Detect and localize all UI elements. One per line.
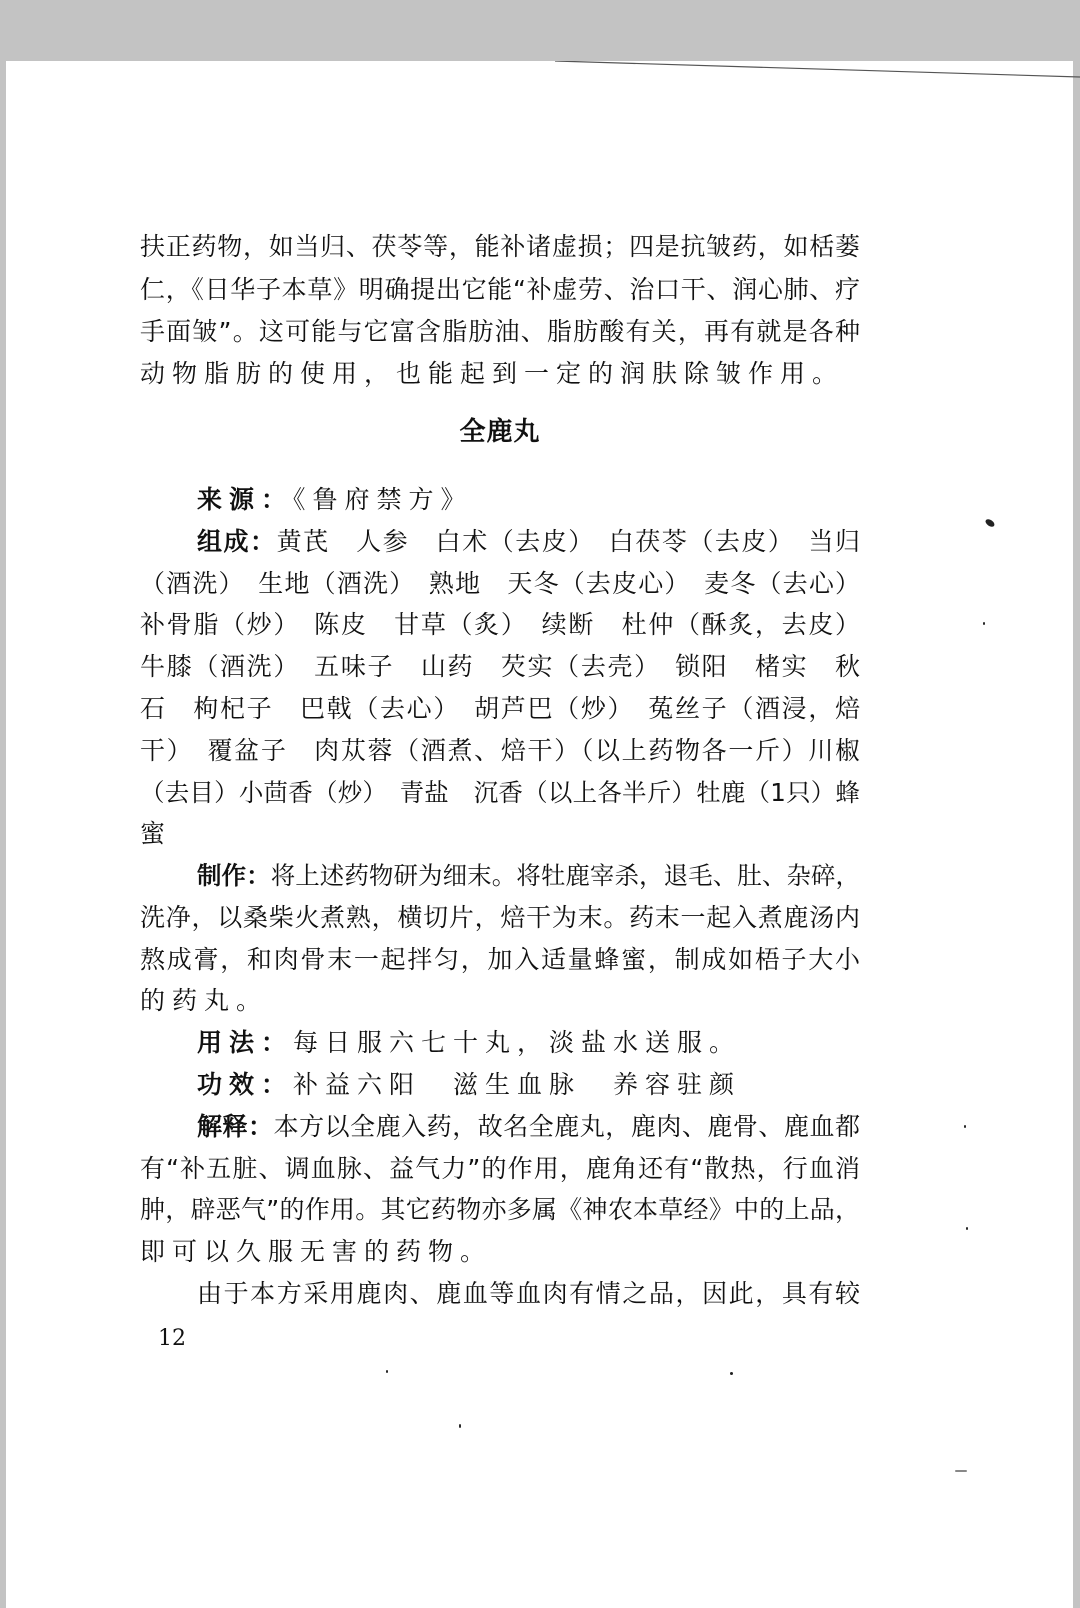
efficacy-line [197, 1068, 860, 1102]
paragraph-line: 仁，《日华子本草》明确提出它能“补虚劳、治口干、润心肺、疗 [140, 275, 860, 304]
scan-speck [386, 1370, 388, 1373]
explanation-line: 肿，辟恶气”的作用。其它药物亦多属《神农本草经》中的上品， [140, 1195, 860, 1224]
scan-speck [955, 1470, 967, 1472]
paragraph-line: 手面皱”。这可能与它富含脂肪油、脂肪酸有关，再有就是各种 [140, 317, 860, 346]
source-text: 《鲁府禁方》 [293, 485, 473, 514]
composition-line: 补骨脂（炒） 陈皮 甘草（炙） 续断 杜仲（酥炙，去皮） [140, 610, 860, 639]
paragraph-line: 动物脂肪的使用，也能起到一定的润肤除皱作用。 [140, 359, 845, 388]
preparation-line [197, 859, 860, 893]
scan-speck [983, 622, 985, 625]
preparation-line: 洗净，以桑柴火煮熟，横切片，焙干为末。药末一起入煮鹿汤内 [140, 903, 860, 932]
explanation-text: 本方以全鹿入药，故名全鹿丸，鹿肉、鹿骨、鹿血都 [273, 1112, 860, 1141]
scan-speck [966, 1227, 968, 1230]
preparation-text: 将上述药物研为细末。将牡鹿宰杀，退毛、肚、杂碎， [270, 861, 861, 890]
preparation-label: 制作： [197, 861, 271, 890]
composition-line: （酒洗） 生地（酒洗） 熟地 天冬（去皮心） 麦冬（去心） [140, 569, 860, 598]
composition-text: 黄芪 人参 白术（去皮） 白茯苓（去皮） 当归 [276, 527, 860, 556]
scan-speck [459, 1424, 461, 1428]
scan-speck [730, 1372, 733, 1375]
composition-line: 干） 覆盆子 肉苁蓉（酒煮、焙干）（以上药物各一斤）川椒 [140, 736, 860, 765]
usage-line [197, 1026, 860, 1060]
paragraph-line: 由于本方采用鹿肉、鹿血等血肉有情之品，因此，具有较 [197, 1279, 860, 1308]
section-title: 全鹿丸 [459, 417, 541, 447]
efficacy-label: 功效： [197, 1070, 294, 1099]
preparation-line: 熬成膏，和肉骨末一起拌匀，加入适量蜂蜜，制成如梧子大小 [140, 945, 860, 974]
explanation-line [197, 1110, 860, 1144]
usage-text: 每日服六七十丸，淡盐水送服。 [293, 1028, 742, 1057]
usage-label: 用法： [197, 1028, 294, 1057]
explanation-label: 解释： [197, 1112, 274, 1141]
paragraph-line: 扶正药物，如当归、茯苓等，能补诸虚损；四是抗皱药，如栝蒌 [140, 232, 860, 261]
composition-line: 石 枸杞子 巴戟（去心） 胡芦巴（炒） 菟丝子（酒浸，焙 [140, 694, 860, 723]
preparation-line: 的药丸。 [140, 986, 269, 1015]
source-line [197, 483, 860, 517]
composition-line: （去目）小茴香（炒） 青盐 沉香（以上各半斤）牡鹿（1只）蜂 [140, 778, 860, 807]
efficacy-text: 补益六阳 滋生血脉 养容驻颜 [293, 1070, 742, 1099]
explanation-line: 有“补五脏、调血脉、益气力”的作用，鹿角还有“散热，行血消 [140, 1154, 860, 1183]
composition-line: 蜜 [140, 819, 173, 848]
scan-speck [964, 1125, 966, 1128]
source-label: 来源： [197, 485, 294, 514]
explanation-line: 即可以久服无害的药物。 [140, 1237, 493, 1266]
composition-label: 组成： [197, 527, 277, 556]
composition-line: 牛膝（酒洗） 五味子 山药 芡实（去壳） 锁阳 楮实 秋 [140, 652, 860, 681]
composition-line [197, 525, 860, 559]
page-number: 12 [158, 1326, 186, 1351]
